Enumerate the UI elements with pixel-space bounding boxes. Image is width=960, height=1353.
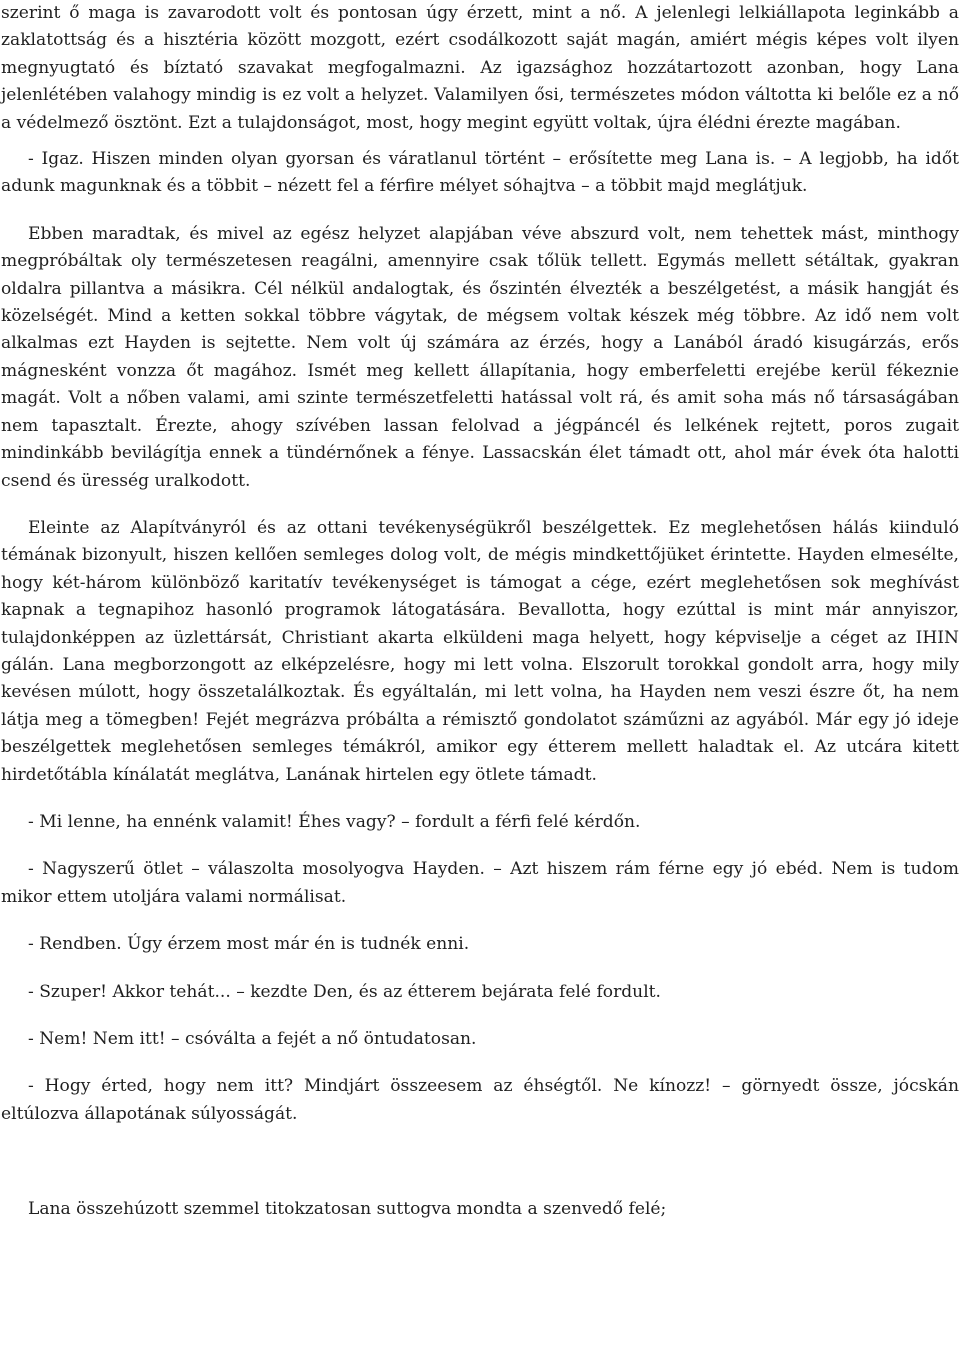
- paragraph-ebben-maradtak: Ebben maradtak, és mivel az egész helyzet alapjában véve abszurd volt, nem tehettek mást, minthogy megpróbáltak oly természetesen reagálni, amennyire csak tőlük tellett. Egymás mellett sétáltak, gyakran oldalra pillantva a másikra. Cél nélkül andalogtak, és őszintén élvezték a beszélgetést, a másik hangját és közelségét. Mind a ketten sokkal többre vágytak, de mégsem voltak készek még többre. Az idő nem volt alkalmas ezt Hayden is sejtette. Nem volt új számára az érzés, hogy a Lanából áradó kisugárzás, erős mágnesként vonzza őt magához. Ismét meg kellett állapítania, hogy emberfeletti erejébe kerül fékeznie magát. Volt a nőben valami, ami szinte természetfeletti hatással volt rá, és amit soha más nő társaságában nem tapasztalt. Érezte, ahogy szívében lassan felolvad a jégpáncél és lelkének rejtett, poros zugait mindinkább bevilágítja ennek a tündérnőnek a fénye. Lassacskán élet támadt ott, ahol már évek óta halotti csend és üresség uralkodott.: [1, 223, 959, 491]
- paragraph-dialogue-szuper: - Szuper! Akkor tehát... – kezdte Den, és az étterem bejárata felé fordult.: [28, 981, 661, 1002]
- paragraph-lana-suttogva: Lana összehúzott szemmel titokzatosan suttogva mondta a szenvedő felé;: [28, 1199, 667, 1220]
- paragraph-dialogue-nagyszeru: - Nagyszerű ötlet – válaszolta mosolyogva Hayden. – Azt hiszem rám férne egy jó ebéd. Nem is tudom mikor ettem utoljára valami normálisat.: [1, 859, 959, 907]
- paragraph-dialogue-rendben: - Rendben. Úgy érzem most már én is tudnék enni.: [28, 934, 470, 955]
- paragraph-eleinte: Eleinte az Alapítványról és az ottani tevékenységükről beszélgettek. Ez meglehetősen hálás kiinduló témának bizonyult, hiszen kellően semleges dolog volt, de mégis mindkettőjüket érintette. Hayden elmesélte, hogy két-három különböző karitatív tevékenységet is támogat a cége, ezért meglehetősen sok meghívást kapnak a tegnapihoz hasonló programok látogatására. Bevallotta, hogy ezúttal is mint már annyiszor, tulajdonképpen az üzlettársát, Christiant akarta elküldeni maga helyett, hogy képviselje a céget az IHIN gálán. Lana megborzongott az elképzelésre, hogy mi lett volna. Elszorult torokkal gondolt arra, hogy mily kevésen múlott, hogy összetalálkoztak. És egyáltalán, mi lett volna, ha Hayden nem veszi észre őt, ha nem látja meg a tömegben! Fejét megrázva próbálta a rémisztő gondolatot száműzni az agyából. Már egy jó ideje beszélgettek meglehetősen semleges témákról, amikor egy étterem mellett haladtak el. Az utcára kitett hirdetőtábla kínálatát meglátva, Lanának hirtelen egy ötlete támadt.: [1, 517, 959, 785]
- paragraph-continuation: szerint ő maga is zavarodott volt és pontosan úgy érzett, mint a nő. A jelenlegi lelkiállapota leginkább a zaklatottság és a hisztéria között mozgott, ezért csodálkozott saját magán, amiért mégis képes volt ilyen megnyugtató és bíztató szavakat megfogalmazni. Az igazsághoz hozzátartozott azonban, hogy Lana jelenlétében valahogy mindig is ez volt a helyzet. Valamilyen ősi, természetes módon váltotta ki belőle ez a nő a védelmező ösztönt. Ezt a tulajdonságot, most, hogy megint együtt voltak, újra élédni érezte magában.: [1, 3, 959, 133]
- paragraph-dialogue-mi-lenne: - Mi lenne, ha ennénk valamit! Éhes vagy? – fordult a férfi felé kérdőn.: [28, 811, 641, 832]
- paragraph-dialogue-hogy-erted: - Hogy érted, hogy nem itt? Mindjárt összeesem az éhségtől. Ne kínozz! – görnyedt össze, jócskán eltúlozva állapotának súlyosságát.: [1, 1076, 959, 1124]
- paragraph-dialogue-igaz: - Igaz. Hiszen minden olyan gyorsan és váratlanul történt – erősítette meg Lana is. – A legjobb, ha időt adunk magunknak és a többit – nézett fel a férfire mélyet sóhajtva – a többit majd meglátjuk.: [1, 149, 959, 197]
- paragraph-dialogue-nem-itt: - Nem! Nem itt! – csóválta a fejét a nő öntudatosan.: [28, 1029, 477, 1049]
